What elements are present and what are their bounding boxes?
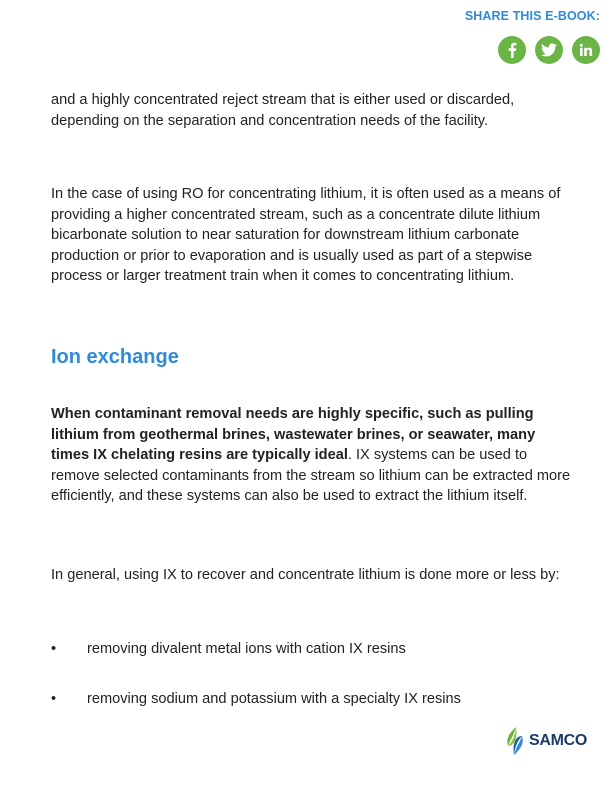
- share-ebook-title: SHARE THIS E-BOOK:: [464, 9, 600, 23]
- linkedin-share-button[interactable]: [572, 36, 600, 64]
- paragraph-text: and a highly concentrated reject stream that is either used or discarded, depending on the separation and concentration needs of the facility.: [51, 92, 515, 129]
- samco-logo: [504, 726, 587, 756]
- section-heading-ion-exchange: Ion exchange: [51, 346, 179, 368]
- paragraph-ro: [51, 184, 571, 287]
- paragraph-intro: [51, 90, 571, 131]
- paragraph-text: In general, using IX to recover and concentrate lithium is done more or less by:: [51, 567, 560, 583]
- linkedin-icon: [579, 43, 593, 57]
- twitter-share-button[interactable]: [535, 36, 563, 64]
- list-item-text: removing divalent metal ions with cation IX resins: [87, 641, 406, 657]
- twitter-icon: [541, 43, 557, 57]
- paragraph-bold-text: When contaminant removal needs are highly specific, such as pulling lithium from geothermal brines, wastewater brines, or seawater, many times IX chelating resins are typically ideal: [51, 406, 536, 463]
- paragraph-text: [51, 404, 571, 507]
- list-item-text: removing sodium and potassium with a specialty IX resins: [87, 691, 461, 707]
- share-buttons: [498, 36, 600, 64]
- paragraph-text: In the case of using RO for concentrating lithium, it is often used as a means of providing a higher concentrated stream, such as a concentrate dilute lithium bicarbonate solution to near saturation for downstream lithium carbonate production or prior to evaporation and is usually used as part of a stepwise process or larger treatment train when it comes to concentrating lithium.: [51, 186, 561, 284]
- facebook-share-button[interactable]: [498, 36, 526, 64]
- samco-leaf-icon: [504, 726, 526, 756]
- paragraph-ix: [51, 404, 571, 507]
- bullet-icon: •: [51, 691, 57, 707]
- paragraph-general: [51, 565, 571, 586]
- bullet-icon: •: [51, 641, 57, 657]
- facebook-icon: [505, 42, 519, 58]
- logo-text: SAMCO: [529, 732, 588, 749]
- paragraph-regular-text: . IX systems can be used to remove selected contaminants from the stream so lithium can be extracted more efficiently, and these systems can also be used to extract the lithium itself.: [51, 447, 571, 504]
